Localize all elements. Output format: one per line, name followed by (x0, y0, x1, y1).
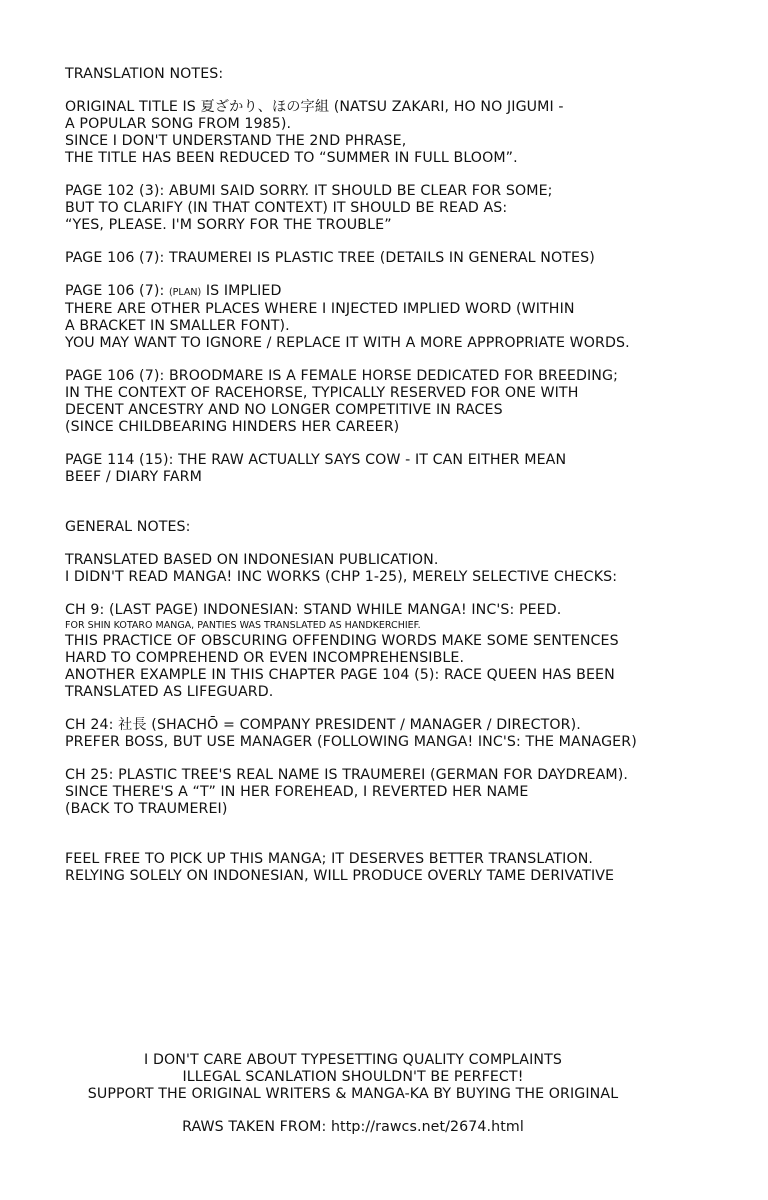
page-106-implied-note (65, 283, 725, 352)
text-line: CH 24: 社長 (SHACHŌ = COMPANY PRESIDENT / MANAGER / DIRECTOR). (65, 717, 581, 733)
text-line: A BRACKET IN SMALLER FONT). (65, 318, 290, 334)
raws-label: RAWS TAKEN FROM: (182, 1119, 331, 1135)
footer-line: I DON'T CARE ABOUT TYPESETTING QUALITY COMPLAINTS (144, 1052, 562, 1068)
footer-disclaimer (0, 1052, 706, 1103)
text-line: TRANSLATED BASED ON INDONESIAN PUBLICATION. (65, 552, 439, 568)
text-line: DECENT ANCESTRY AND NO LONGER COMPETITIVE IN RACES (65, 402, 503, 418)
text-line: PAGE 102 (3): ABUMI SAID SORRY. IT SHOULD BE CLEAR FOR SOME; (65, 183, 553, 199)
text-line: HARD TO COMPREHEND OR EVEN INCOMPREHENSIBLE. (65, 650, 465, 666)
text-line: FEEL FREE TO PICK UP THIS MANGA; IT DESERVES BETTER TRANSLATION. (65, 851, 594, 867)
text-line: IN THE CONTEXT OF RACEHORSE, TYPICALLY RESERVED FOR ONE WITH (65, 385, 579, 401)
text-line: A POPULAR SONG FROM 1985). (65, 116, 292, 132)
text-line: “YES, PLEASE. I'M SORRY FOR THE TROUBLE” (65, 217, 392, 233)
text-line: THIS PRACTICE OF OBSCURING OFFENDING WORDS MAKE SOME SENTENCES (65, 633, 619, 649)
footer-line: ILLEGAL SCANLATION SHOULDN'T BE PERFECT! (182, 1069, 524, 1085)
raws-line (0, 1119, 706, 1136)
notes-document (65, 66, 725, 885)
text-line: PAGE 106 (7): TRAUMEREI IS PLASTIC TREE (DETAILS IN GENERAL NOTES) (65, 250, 595, 266)
general-intro (65, 552, 725, 586)
text-line: (SINCE CHILDBEARING HINDERS HER CAREER) (65, 419, 400, 435)
text-line (65, 283, 725, 301)
text-line: YOU MAY WANT TO IGNORE / REPLACE IT WITH A MORE APPROPRIATE WORDS. (65, 335, 630, 351)
text-line: ORIGINAL TITLE IS 夏ざかり、ほの字組 (NATSU ZAKARI, HO NO JIGUMI - (65, 99, 564, 115)
ch9-note (65, 602, 725, 701)
raws-url: http://rawcs.net/2674.html (330, 1119, 524, 1135)
text-line: PAGE 106 (7): BROODMARE IS A FEMALE HORSE DEDICATED FOR BREEDING; (65, 368, 618, 384)
text-line: BUT TO CLARIFY (IN THAT CONTEXT) IT SHOULD BE READ AS: (65, 200, 508, 216)
page-106-traumerei-note (65, 250, 725, 267)
small-bracket-word: (PLAN) (168, 287, 202, 298)
general-notes-heading: GENERAL NOTES: (65, 519, 191, 535)
page-114-note (65, 452, 725, 486)
text-line: BEEF / DIARY FARM (65, 469, 202, 485)
text-segment: PAGE 106 (7): (65, 283, 169, 299)
text-line: THERE ARE OTHER PLACES WHERE I INJECTED IMPLIED WORD (WITHIN (65, 301, 575, 317)
text-segment: IS IMPLIED (201, 283, 282, 299)
translation-notes-heading: TRANSLATION NOTES: (65, 66, 224, 82)
text-line: ANOTHER EXAMPLE IN THIS CHAPTER PAGE 104 (5): RACE QUEEN HAS BEEN (65, 667, 615, 683)
text-line: SINCE I DON'T UNDERSTAND THE 2ND PHRASE, (65, 133, 407, 149)
footer-line: SUPPORT THE ORIGINAL WRITERS & MANGA-KA BY BUYING THE ORIGINAL (87, 1086, 619, 1102)
closing-note (65, 851, 725, 885)
text-line: CH 25: PLASTIC TREE'S REAL NAME IS TRAUMEREI (GERMAN FOR DAYDREAM). (65, 767, 628, 783)
text-line: I DIDN'T READ MANGA! INC WORKS (CHP 1-25), MERELY SELECTIVE CHECKS: (65, 569, 618, 585)
page-106-broodmare-note (65, 368, 725, 436)
page-102-note (65, 183, 725, 234)
text-line: TRANSLATED AS LIFEGUARD. (65, 684, 274, 700)
raws-source (0, 1119, 706, 1136)
text-line: PREFER BOSS, BUT USE MANAGER (FOLLOWING MANGA! INC'S: THE MANAGER) (65, 734, 637, 750)
text-line: (BACK TO TRAUMEREI) (65, 801, 228, 817)
text-line: RELYING SOLELY ON INDONESIAN, WILL PRODUCE OVERLY TAME DERIVATIVE (65, 868, 615, 884)
ch24-note (65, 717, 725, 751)
small-text-line: FOR SHIN KOTARO MANGA, PANTIES WAS TRANSLATED AS HANDKERCHIEF. (65, 620, 421, 631)
text-line: CH 9: (LAST PAGE) INDONESIAN: STAND WHILE MANGA! INC'S: PEED. (65, 602, 562, 618)
title-note (65, 99, 725, 167)
text-line: SINCE THERE'S A “T” IN HER FOREHEAD, I REVERTED HER NAME (65, 784, 529, 800)
text-line: THE TITLE HAS BEEN REDUCED TO “SUMMER IN FULL BLOOM”. (65, 150, 518, 166)
ch25-note (65, 767, 725, 818)
text-line: PAGE 114 (15): THE RAW ACTUALLY SAYS COW - IT CAN EITHER MEAN (65, 452, 567, 468)
